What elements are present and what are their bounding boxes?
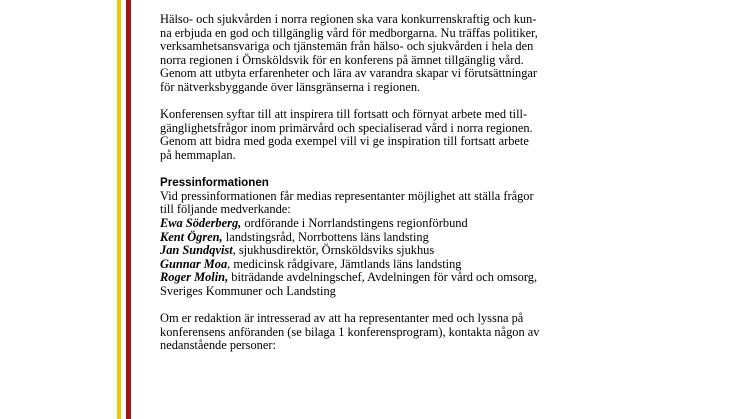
intro-paragraph <box>160 13 600 95</box>
purpose-line: Konferensen syftar till att inspirera till fortsatt och förnyat arbete med till- <box>160 107 528 122</box>
press-paragraph <box>160 190 600 299</box>
participant-name: Jan Sundqvist <box>160 243 233 258</box>
participant-row <box>160 231 600 245</box>
purpose-line: Genom att bidra med goda exempel vill vi ge inspiration till fortsatt arbete <box>160 134 529 149</box>
intro-line: norra regionen i Örnsköldsvik för en konferens på ämnet tillgänglig vård. <box>160 52 524 67</box>
participant-name: Ewa Söderberg, <box>160 215 242 230</box>
participant-row <box>160 244 600 258</box>
participant-name: Roger Molin, <box>160 270 229 285</box>
purpose-line: gänglighetsfrågor inom primärvård och specialiserad vård i norra regionen. <box>160 120 533 135</box>
intro-line: verksamhetsansvariga och tjänstemän från hälso- och sjukvården i hela den <box>160 39 534 54</box>
contact-paragraph <box>160 312 600 353</box>
participant-name: Gunnar Moa <box>160 256 228 271</box>
intro-line: na erbjuda en god och tillgänglig vård för medborgarna. Nu träffas politiker, <box>160 25 538 40</box>
yellow-accent-bar <box>117 0 121 419</box>
press-heading: Pressinformationen <box>160 176 269 190</box>
participant-row <box>160 271 600 285</box>
participant-name: Kent Ögren, <box>160 229 223 244</box>
participant-row <box>160 217 600 231</box>
press-intro-line: till följande medverkande: <box>160 202 291 217</box>
purpose-paragraph <box>160 108 600 162</box>
purpose-line: på hemmaplan. <box>160 147 236 162</box>
press-intro-line: Vid pressinformationen får medias representanter möjlighet att ställa frågor <box>160 188 534 203</box>
participant-role: , medicinsk rådgivare, Jämtlands läns landsting <box>227 256 462 271</box>
participant-role: biträdande avdelningschef, Avdelningen för vård och omsorg, <box>228 270 538 285</box>
participant-continuation: Sveriges Kommuner och Landsting <box>160 283 336 298</box>
participant-role: ordförande i Norrlandstingens regionförbund <box>241 215 468 230</box>
contact-line: nedanstående personer: <box>160 338 276 353</box>
contact-line: Om er redaktion är intresserad av att ha representanter med och lyssna på <box>160 311 524 326</box>
intro-line: Hälso- och sjukvården i norra regionen ska vara konkurrenskraftig och kun- <box>160 12 537 26</box>
intro-line: Genom att utbyta erfarenheter och lära av varandra skapar vi förutsättningar <box>160 66 538 81</box>
document-body <box>160 13 600 366</box>
participant-row <box>160 258 600 272</box>
contact-line: konferensens anföranden (se bilaga 1 konferensprogram), kontakta någon av <box>160 324 540 339</box>
intro-line: för nätverksbyggande över länsgränserna i regionen. <box>160 79 421 94</box>
participant-role: , sjukhusdirektör, Örnsköldsviks sjukhus <box>232 243 435 258</box>
red-accent-bar <box>126 0 131 419</box>
participant-role: landstingsråd, Norrbottens läns landsting <box>222 229 429 244</box>
